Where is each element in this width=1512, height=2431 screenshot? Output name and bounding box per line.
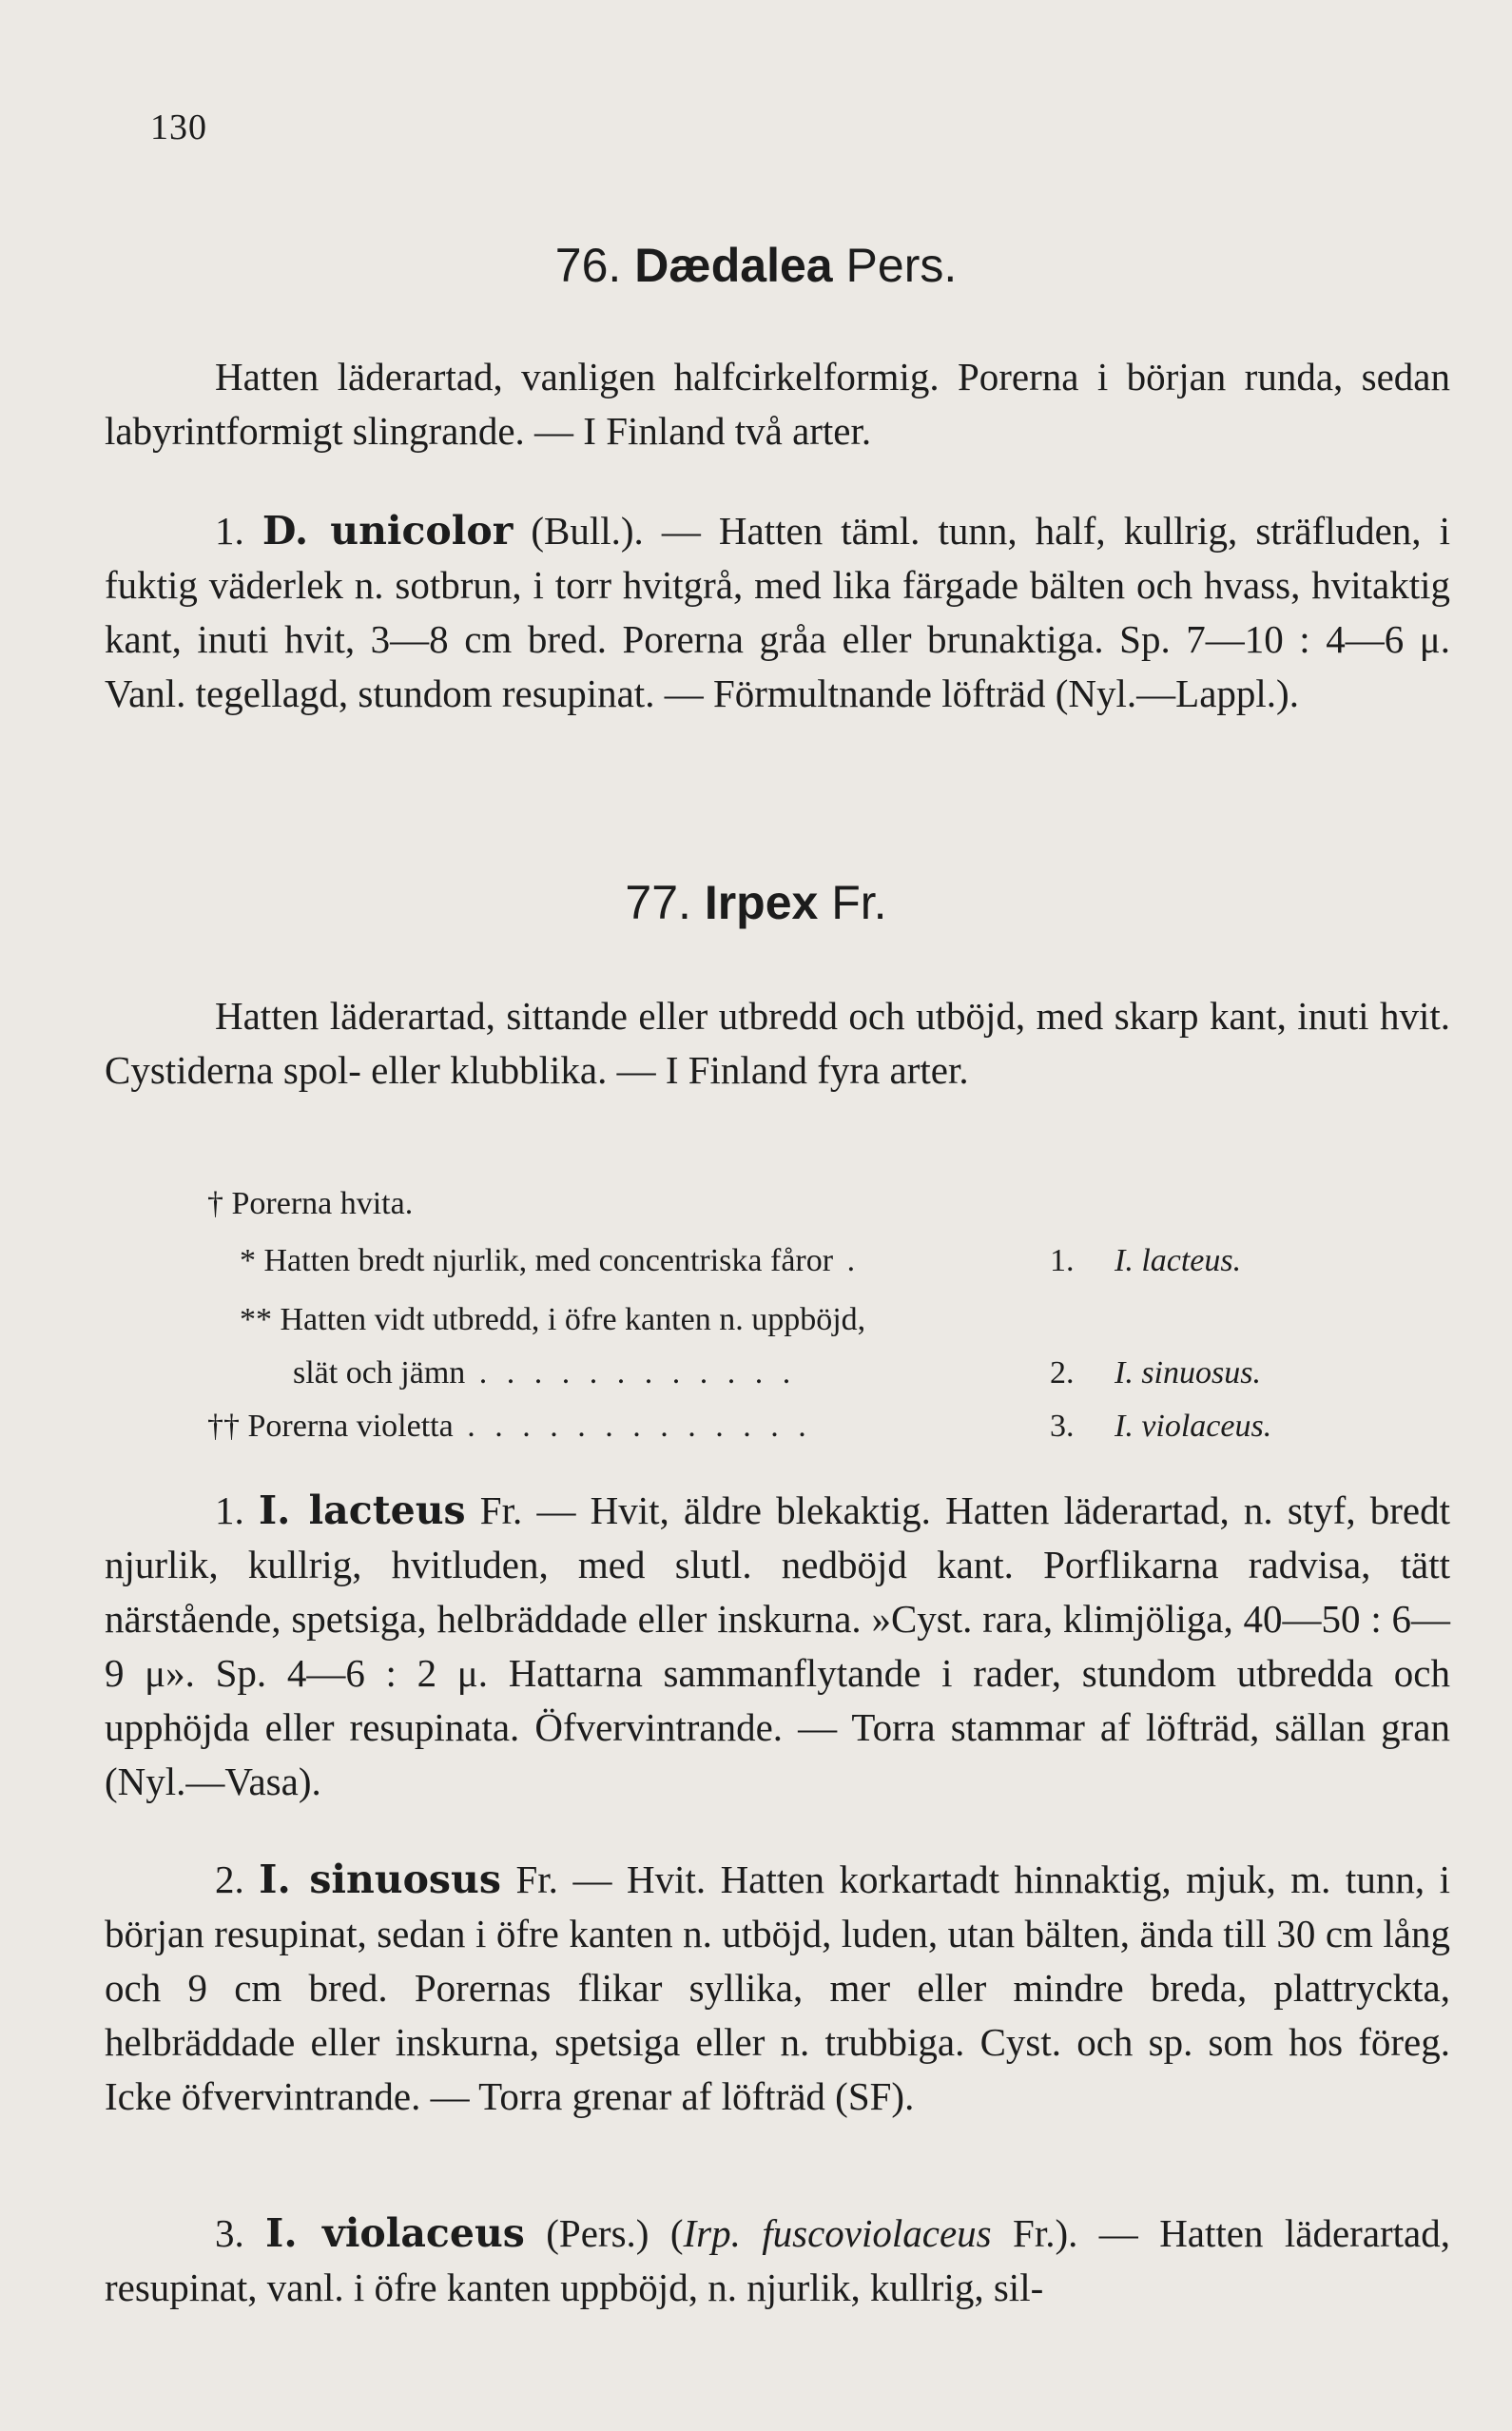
genus-name: Irpex [704, 876, 819, 929]
genus-description-daedalea: Hatten läderartad, vanligen halfcirkelformig. Porerna i början runda, sedan labyrintformigt slingrande. — I Finland två arter. [105, 355, 1450, 453]
synonym-name: Irp. fuscoviolaceus [683, 2211, 992, 2255]
synonym-close: Fr.). [991, 2211, 1078, 2255]
key-number: 2. [1050, 1355, 1075, 1391]
key-species: I. lacteus. [1115, 1243, 1242, 1278]
species-name: I. sinuosus [259, 1857, 501, 1902]
page-number: 130 [150, 107, 207, 147]
species-author: (Bull.). [513, 509, 644, 553]
key-number: 3. [1050, 1409, 1075, 1444]
genus-number: 77. [625, 876, 691, 929]
key-label: † Porerna hvita. [207, 1186, 414, 1221]
key-label: ** Hatten vidt utbredd, i öfre kanten n. uppböjd, [240, 1302, 866, 1337]
genus-description-irpex: Hatten läderartad, sittande eller utbredd och utböjd, med skarp kant, inuti hvit. Cystiderna spol- eller klubblika. — I Finland fyra arter. [105, 994, 1450, 1092]
key-dots: . [833, 1243, 862, 1278]
genus-author: Pers. [845, 239, 958, 292]
species-number: 1. [215, 509, 244, 553]
key-line [240, 1303, 1476, 1337]
key-label: * Hatten bredt njurlik, med concentriska fåror [240, 1243, 834, 1278]
genus-heading-irpex [0, 875, 1512, 930]
genus-author: Fr. [831, 876, 887, 929]
species-number: 1. [215, 1488, 244, 1532]
key-number: 1. [1050, 1243, 1075, 1278]
species-description: — Hvit. Hatten korkartadt hinnaktig, mjuk, m. tunn, i början resupinat, sedan i öfre kanten n. utböjd, luden, utan bälten, ända till 30 cm lång och 9 cm bred. Porernas flikar syllika, mer eller mindre breda, plattryckta, helbräddade eller inskurna, spetsiga eller n. trubbiga. Cyst. och sp. som hos föreg. Icke öfvervintrande. — Torra grenar af löfträd (SF). [105, 1857, 1450, 2118]
key-line [207, 1187, 1444, 1221]
key-dots: . . . . . . . . . . . . . [453, 1409, 812, 1444]
key-line [293, 1356, 1512, 1391]
species-author: Fr. [465, 1488, 523, 1532]
species-description: — Hatten täml. tunn, half, kullrig, sträfluden, i fuktig väderlek n. sotbrun, i torr hvitgrå, med lika färgade bälten och hvass, hvitaktig kant, inuti hvit, 3—8 cm bred. Porerna gråa eller brunaktiga. Sp. 7—10 : 4—6 μ. Vanl. tegellagd, stundom resupinat. — Förmultnande löfträd (Nyl.—Lappl.). [105, 509, 1450, 715]
key-dots: . . . . . . . . . . . . [465, 1355, 797, 1391]
species-author: (Pers.) [524, 2211, 670, 2255]
species-description: — Hvit, äldre blekaktig. Hatten läderartad, n. styf, bredt njurlik, kullrig, hvitluden, med slutl. nedböjd kant. Porflikarna radvisa, tätt närstående, spetsiga, helbräddade eller inskurna. »Cyst. rara, klimjöliga, 40—50 : 6—9 μ». Sp. 4—6 : 2 μ. Hattarna sammanflytande i rader, stundom utbredda och upphöjda eller resupinata. Öfvervintrande. — Torra stammar af löfträd, sällan gran (Nyl.—Vasa). [105, 1488, 1450, 1803]
genus-number: 76. [554, 239, 622, 292]
species-number: 2. [215, 1857, 244, 1901]
key-species: I. violaceus. [1115, 1409, 1272, 1444]
species-name: D. unicolor [262, 508, 514, 554]
species-unicolor [105, 504, 1450, 721]
genus-heading-daedalea [0, 238, 1512, 293]
species-description: — Hatten läderartad, resupinat, vanl. i öfre kanten uppböjd, n. njurlik, kullrig, sil- [105, 2211, 1451, 2309]
genus-name: Dædalea [634, 239, 833, 292]
key-species: I. sinuosus. [1115, 1355, 1261, 1391]
key-label: slät och jämn [293, 1355, 466, 1391]
synonym-open: ( [669, 2211, 684, 2255]
species-author: Fr. [500, 1857, 558, 1901]
species-name: I. lacteus [258, 1488, 466, 1533]
species-lacteus [105, 1484, 1450, 1809]
key-line [240, 1244, 1476, 1278]
species-violaceus [105, 2207, 1450, 2315]
key-label: †† Porerna violetta [207, 1409, 454, 1444]
species-name: I. violaceus [265, 2210, 525, 2256]
species-sinuosus [105, 1853, 1450, 2124]
species-number: 3. [215, 2211, 244, 2255]
key-line [207, 1410, 1444, 1444]
